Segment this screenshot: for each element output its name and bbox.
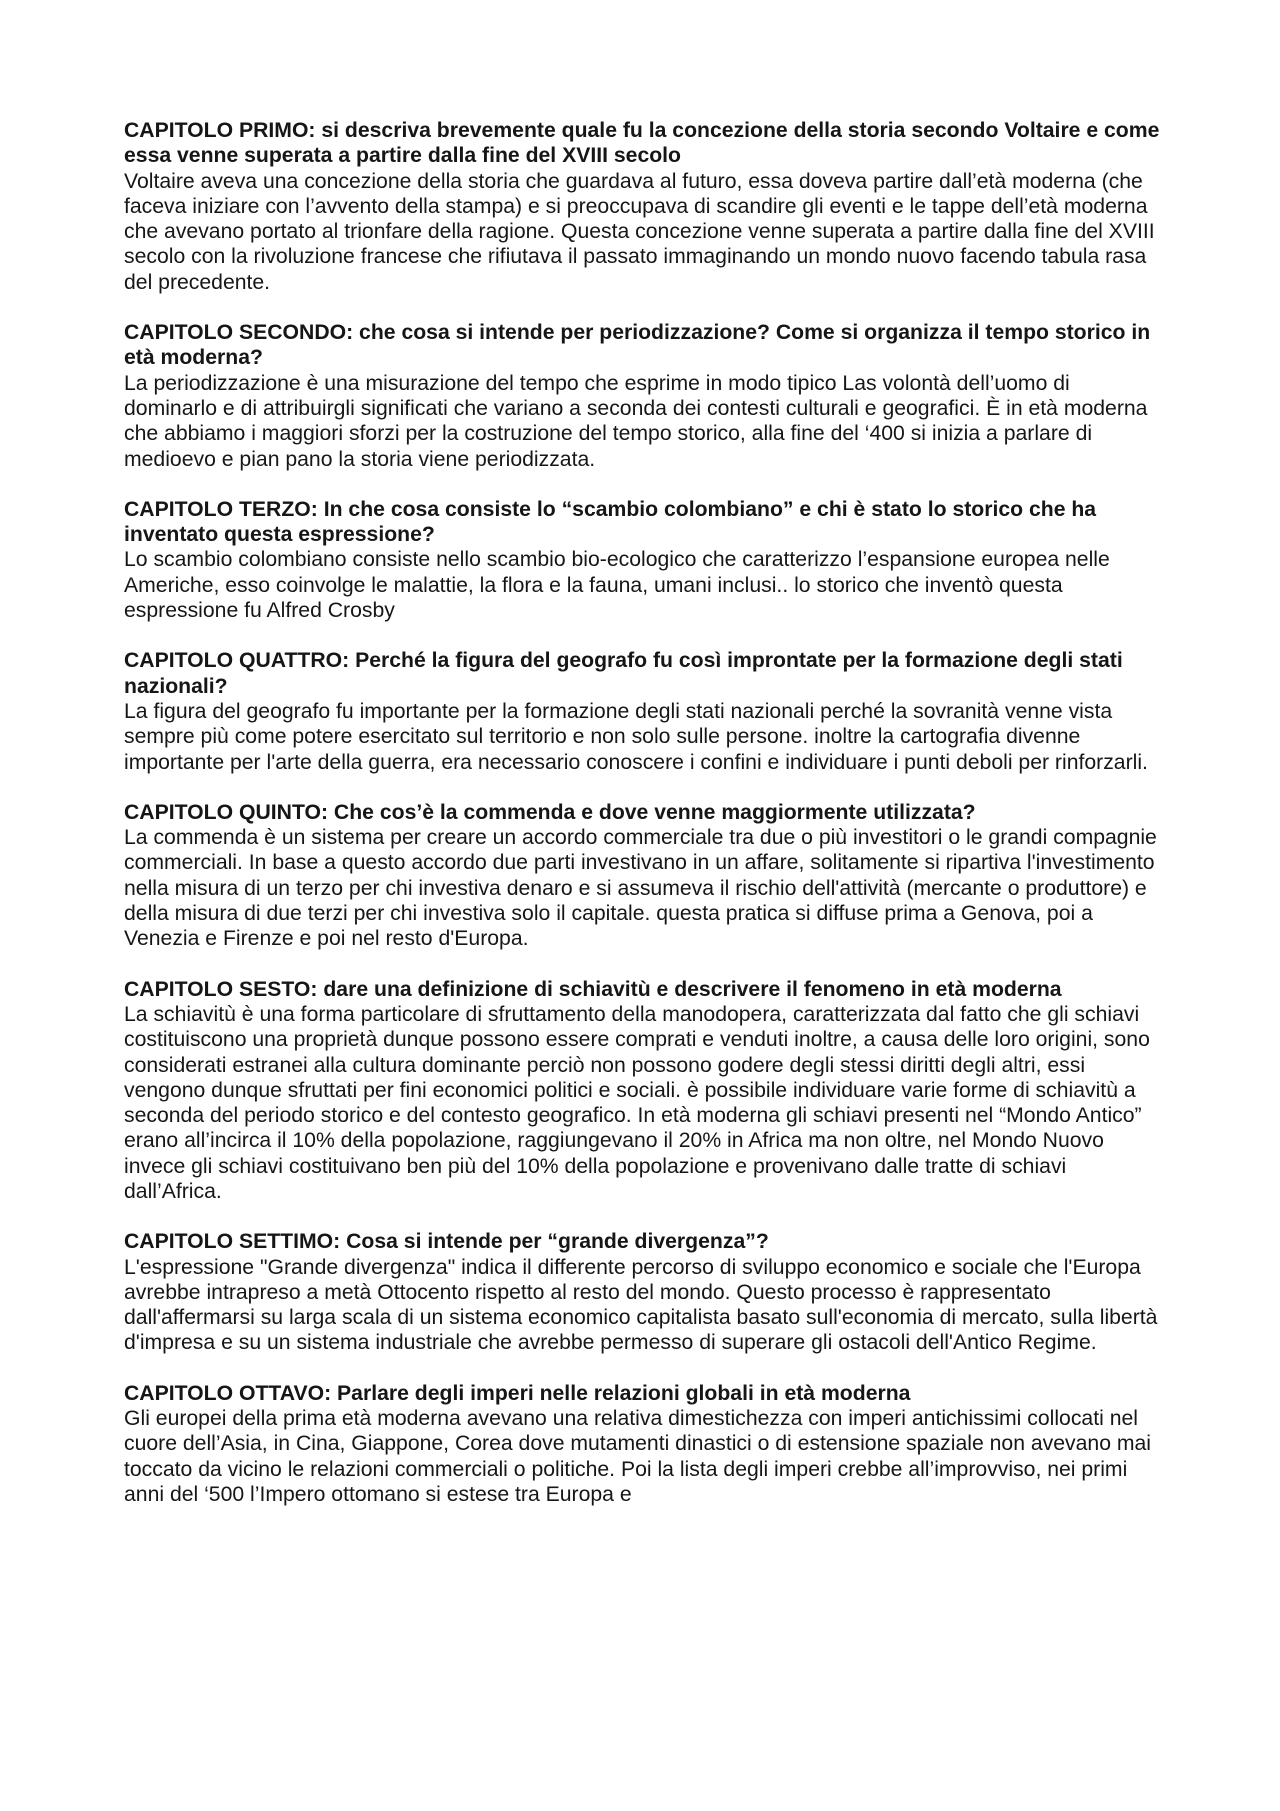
chapter-question <box>124 497 1164 548</box>
chapter-answer: L'espressione "Grande divergenza" indica il differente percorso di sviluppo economico e sociale che l'Europa avrebbe intrapreso a metà Ottocento rispetto al resto del mondo. Questo processo è rappresentato dall'affermarsi su larga scala di un sistema economico capitalista basato sull'economia di mercato, sulla libertà d'impresa e su un sistema industriale che avrebbe permesso di superare gli ostacoli dell'Antico Regime. <box>124 1255 1158 1355</box>
question-text: Perché la figura del geografo fu così improntate per la formazione degli stati nazionali? <box>124 649 1123 698</box>
chapter-answer: La periodizzazione è una misurazione del tempo che esprime in modo tipico Las volontà dell’uomo di dominarlo e di attribuirgli significati che variano a seconda dei contesti culturali e geografici. È in età moderna che abbiamo i maggiori sforzi per la costruzione del tempo storico, alla fine del ‘400 si inizia a parlare di medioevo e pian pano la storia viene periodizzata. <box>124 371 1148 471</box>
chapter-label: CAPITOLO QUINTO: <box>124 800 329 824</box>
chapter-question <box>124 320 1164 371</box>
chapter-answer: Lo scambio colombiano consiste nello scambio bio-ecologico che caratterizzo l’espansione europea nelle Americhe, esso coinvolge le malattie, la flora e la fauna, umani inclusi.. lo storico che inventò questa espressione fu Alfred Crosby <box>124 548 1110 623</box>
chapter-question <box>124 977 1164 1002</box>
chapter-answer: La schiavitù è una forma particolare di sfruttamento della manodopera, caratterizzata dal fatto che gli schiavi costituiscono una proprietà dunque possono essere comprati e venduti inoltre, a causa delle loro origini, sono considerati estranei alla cultura dominante perciò non possono godere degli stessi diritti degli altri, essi vengono dunque sfruttati per fini economici politici e sociali. è possibile individuare varie forme di schiavitù a seconda del periodo storico e del contesto geografico. In età moderna gli schiavi presenti nel “Mondo Antico” erano all’incirca il 10% della popolazione, raggiungevano il 20% in Africa ma non oltre, nel Mondo Nuovo invece gli schiavi costituivano ben più del 10% della popolazione e provenivano dalle tratte di schiavi dall’Africa. <box>124 1002 1150 1203</box>
chapter-label: CAPITOLO SECONDO: <box>124 321 354 345</box>
question-text: si descriva brevemente quale fu la concezione della storia secondo Voltaire e come essa venne superata a partire dalla fine del XVIII secolo <box>124 119 1160 168</box>
chapter-label: CAPITOLO TERZO: <box>124 497 318 521</box>
chapter-question <box>124 648 1164 699</box>
chapter-question <box>124 118 1164 169</box>
chapter-section-5 <box>124 800 1164 952</box>
question-text: Cosa si intende per “grande divergenza”? <box>340 1230 769 1254</box>
question-text: In che cosa consiste lo “scambio colombiano” e chi è stato lo storico che ha inventato questa espressione? <box>124 497 1097 547</box>
chapter-answer: Voltaire aveva una concezione della storia che guardava al futuro, essa doveva partire dall’età moderna (che faceva iniziare con l’avvento della stampa) e si preoccupava di scandire gli eventi e le tappe dell’età moderna che avevano portato al trionfare della ragione. Questa concezione venne superata a partire dalla fine del XVIII secolo con la rivoluzione francese che rifiutava il passato immaginando un mondo nuovo facendo tabula rasa del precedente. <box>124 169 1155 294</box>
chapter-section-2 <box>124 320 1164 472</box>
chapter-answer: La figura del geografo fu importante per la formazione degli stati nazionali perché la sovranità venne vista sempre più come potere esercitato sul territorio e non solo sulle persone. inoltre la cartografia divenne importante per l'arte della guerra, era necessario conoscere i confini e individuare i punti deboli per rinforzarli. <box>124 699 1148 774</box>
chapter-section-3 <box>124 497 1164 623</box>
chapter-label: CAPITOLO PRIMO: <box>124 119 316 142</box>
chapter-question <box>124 1229 1164 1254</box>
chapter-section-6 <box>124 977 1164 1205</box>
question-text: dare una definizione di schiavitù e descrivere il fenomeno in età moderna <box>317 977 1062 1001</box>
document-page <box>124 118 1164 1532</box>
chapter-label: CAPITOLO QUATTRO: <box>124 649 350 673</box>
question-text: Parlare degli imperi nelle relazioni globali in età moderna <box>331 1381 911 1405</box>
chapter-section-7 <box>124 1229 1164 1355</box>
chapter-question <box>124 1381 1164 1406</box>
chapter-label: CAPITOLO SESTO: <box>124 977 318 1001</box>
chapter-label: CAPITOLO SETTIMO: <box>124 1230 341 1254</box>
chapter-answer: La commenda è un sistema per creare un accordo commerciale tra due o più investitori o le grandi compagnie commerciali. In base a questo accordo due parti investivano in un affare, solitamente si ripartiva l'investimento nella misura di un terzo per chi investiva denaro e si assumeva il rischio dell'attività (mercante o produttore) e della misura di due terzi per chi investiva solo il capitale. questa pratica si diffuse prima a Genova, poi a Venezia e Firenze e poi nel resto d'Europa. <box>124 826 1157 951</box>
chapter-section-1 <box>124 118 1164 295</box>
chapter-answer: Gli europei della prima età moderna avevano una relativa dimestichezza con imperi antichissimi collocati nel cuore dell’Asia, in Cina, Giappone, Corea dove mutamenti dinastici o di estensione spaziale non avevano mai toccato da vicino le relazioni commerciali o politiche. Poi la lista degli imperi crebbe all’improvviso, nei primi anni del ‘500 l’Impero ottomano si estese tra Europa e <box>124 1407 1152 1506</box>
chapter-question <box>124 800 1164 825</box>
question-text: Che cos’è la commenda e dove venne maggiormente utilizzata? <box>328 800 976 824</box>
chapter-label: CAPITOLO OTTAVO: <box>124 1381 332 1405</box>
chapter-section-8 <box>124 1381 1164 1507</box>
chapter-section-4 <box>124 648 1164 774</box>
question-text: che cosa si intende per periodizzazione? Come si organizza il tempo storico in età moderna? <box>124 321 1151 370</box>
